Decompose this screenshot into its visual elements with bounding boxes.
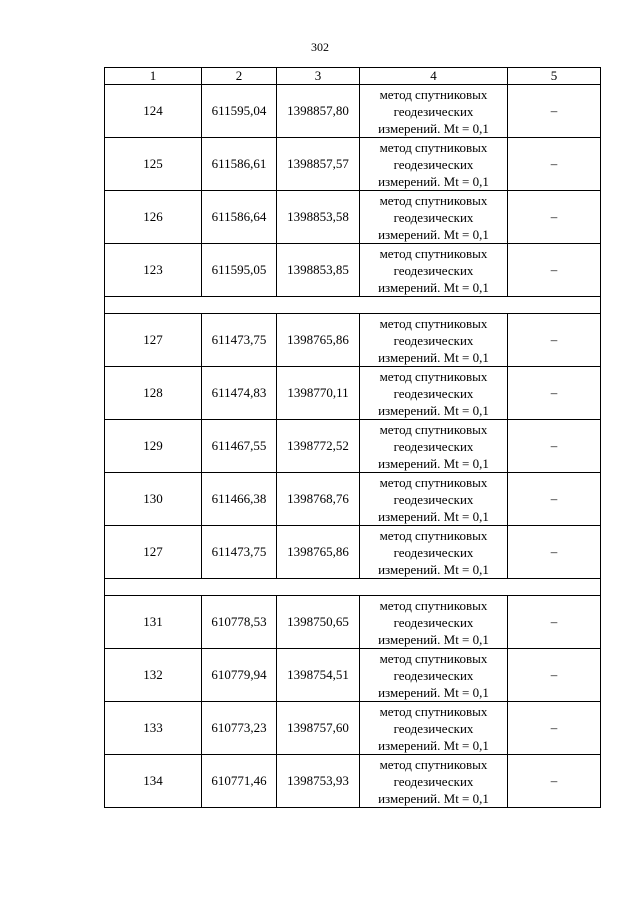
table-row	[105, 85, 601, 138]
method-line: измерений. Mt = 0,1	[378, 402, 489, 418]
header-col-5: 5	[508, 68, 601, 85]
note-cell: –	[508, 596, 601, 649]
point-number: 129	[105, 420, 202, 473]
method-cell	[360, 367, 508, 420]
table-row	[105, 526, 601, 579]
header-col-2: 2	[202, 68, 277, 85]
coordinate-x: 611467,55	[202, 420, 277, 473]
point-number: 130	[105, 473, 202, 526]
note-cell: –	[508, 244, 601, 297]
point-number: 126	[105, 191, 202, 244]
method-line: измерений. Mt = 0,1	[378, 790, 489, 806]
method-line: метод спутниковых	[379, 139, 488, 155]
point-number: 124	[105, 85, 202, 138]
note-cell: –	[508, 138, 601, 191]
method-line: метод спутниковых	[379, 527, 488, 543]
method-line: измерений. Mt = 0,1	[378, 631, 489, 647]
method-cell	[360, 138, 508, 191]
separator-cell	[105, 579, 601, 596]
point-number: 125	[105, 138, 202, 191]
coordinate-x: 611474,83	[202, 367, 277, 420]
table-body	[105, 68, 601, 808]
method-line: измерений. Mt = 0,1	[378, 349, 489, 365]
method-line: метод спутниковых	[379, 192, 488, 208]
table-row	[105, 244, 601, 297]
point-number: 131	[105, 596, 202, 649]
note-cell: –	[508, 314, 601, 367]
coordinate-x: 611466,38	[202, 473, 277, 526]
coordinate-x: 611595,04	[202, 85, 277, 138]
table-row	[105, 314, 601, 367]
method-line: метод спутниковых	[379, 650, 488, 666]
method-line: метод спутниковых	[379, 756, 488, 772]
table-row	[105, 138, 601, 191]
table-row	[105, 755, 601, 808]
method-line: геодезических	[393, 667, 474, 683]
method-line: геодезических	[393, 103, 474, 119]
header-col-4: 4	[360, 68, 508, 85]
group-separator-row	[105, 579, 601, 596]
method-line: метод спутниковых	[379, 597, 488, 613]
coordinate-x: 611595,05	[202, 244, 277, 297]
method-cell	[360, 649, 508, 702]
method-cell	[360, 191, 508, 244]
note-cell: –	[508, 191, 601, 244]
method-line: измерений. Mt = 0,1	[378, 279, 489, 295]
method-line: измерений. Mt = 0,1	[378, 120, 489, 136]
coordinate-y: 1398750,65	[277, 596, 360, 649]
method-line: геодезических	[393, 332, 474, 348]
point-number: 128	[105, 367, 202, 420]
header-col-1: 1	[105, 68, 202, 85]
table-row	[105, 420, 601, 473]
method-line: измерений. Mt = 0,1	[378, 684, 489, 700]
table-row	[105, 473, 601, 526]
method-cell	[360, 702, 508, 755]
coordinates-table	[104, 67, 601, 808]
method-line: измерений. Mt = 0,1	[378, 173, 489, 189]
coordinate-x: 610771,46	[202, 755, 277, 808]
coordinate-y: 1398765,86	[277, 526, 360, 579]
method-line: измерений. Mt = 0,1	[378, 508, 489, 524]
header-col-3: 3	[277, 68, 360, 85]
method-line: геодезических	[393, 385, 474, 401]
table-row	[105, 367, 601, 420]
method-line: метод спутниковых	[379, 315, 488, 331]
point-number: 123	[105, 244, 202, 297]
method-line: геодезических	[393, 491, 474, 507]
method-line: измерений. Mt = 0,1	[378, 561, 489, 577]
method-cell	[360, 314, 508, 367]
note-cell: –	[508, 649, 601, 702]
coordinate-x: 611473,75	[202, 526, 277, 579]
method-cell	[360, 596, 508, 649]
note-cell: –	[508, 85, 601, 138]
header-row	[105, 68, 601, 85]
method-line: метод спутниковых	[379, 474, 488, 490]
coordinate-y: 1398753,93	[277, 755, 360, 808]
point-number: 127	[105, 314, 202, 367]
coordinate-y: 1398857,80	[277, 85, 360, 138]
method-line: геодезических	[393, 614, 474, 630]
method-line: метод спутниковых	[379, 86, 488, 102]
coordinate-y: 1398757,60	[277, 702, 360, 755]
coordinate-x: 611586,61	[202, 138, 277, 191]
page-number: 302	[311, 40, 329, 54]
method-line: геодезических	[393, 209, 474, 225]
coordinate-x: 611473,75	[202, 314, 277, 367]
coordinate-x: 610779,94	[202, 649, 277, 702]
point-number: 132	[105, 649, 202, 702]
method-line: метод спутниковых	[379, 421, 488, 437]
coordinate-y: 1398754,51	[277, 649, 360, 702]
table-row	[105, 596, 601, 649]
method-cell	[360, 244, 508, 297]
note-cell: –	[508, 702, 601, 755]
coordinate-x: 610778,53	[202, 596, 277, 649]
method-line: геодезических	[393, 544, 474, 560]
note-cell: –	[508, 755, 601, 808]
method-cell	[360, 473, 508, 526]
method-cell	[360, 85, 508, 138]
note-cell: –	[508, 473, 601, 526]
method-line: измерений. Mt = 0,1	[378, 455, 489, 471]
point-number: 134	[105, 755, 202, 808]
note-cell: –	[508, 420, 601, 473]
method-line: измерений. Mt = 0,1	[378, 226, 489, 242]
separator-cell	[105, 297, 601, 314]
coordinate-x: 610773,23	[202, 702, 277, 755]
coordinate-y: 1398853,85	[277, 244, 360, 297]
method-cell	[360, 420, 508, 473]
group-separator-row	[105, 297, 601, 314]
method-cell	[360, 755, 508, 808]
method-line: метод спутниковых	[379, 368, 488, 384]
method-line: метод спутниковых	[379, 703, 488, 719]
method-line: измерений. Mt = 0,1	[378, 737, 489, 753]
point-number: 133	[105, 702, 202, 755]
coordinate-y: 1398857,57	[277, 138, 360, 191]
coordinate-y: 1398770,11	[277, 367, 360, 420]
note-cell: –	[508, 367, 601, 420]
method-line: геодезических	[393, 438, 474, 454]
method-cell	[360, 526, 508, 579]
method-line: геодезических	[393, 720, 474, 736]
table-row	[105, 649, 601, 702]
method-line: геодезических	[393, 262, 474, 278]
table-row	[105, 191, 601, 244]
coordinate-x: 611586,64	[202, 191, 277, 244]
method-line: геодезических	[393, 773, 474, 789]
method-line: метод спутниковых	[379, 245, 488, 261]
note-cell: –	[508, 526, 601, 579]
method-line: геодезических	[393, 156, 474, 172]
coordinate-y: 1398765,86	[277, 314, 360, 367]
coordinate-y: 1398768,76	[277, 473, 360, 526]
point-number: 127	[105, 526, 202, 579]
table-row	[105, 702, 601, 755]
coordinate-y: 1398772,52	[277, 420, 360, 473]
coordinate-y: 1398853,58	[277, 191, 360, 244]
